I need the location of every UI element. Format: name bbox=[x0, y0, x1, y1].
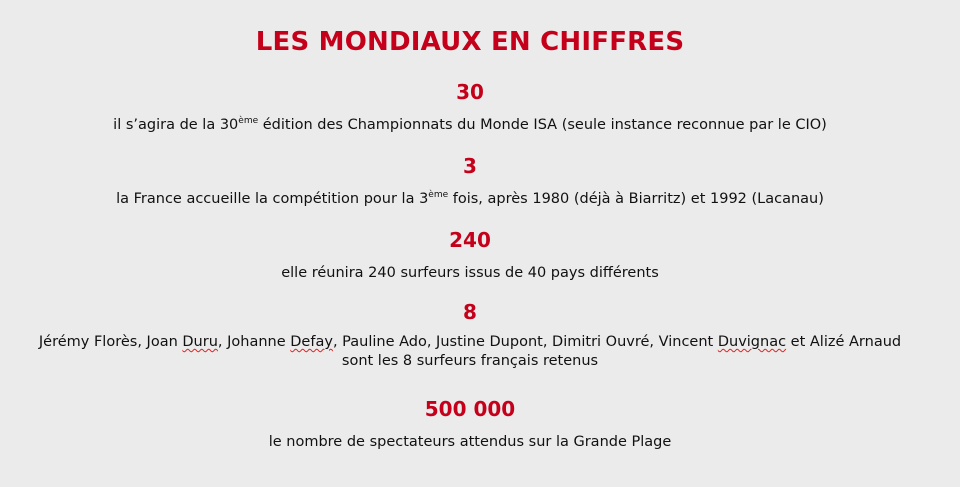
stat-value: 30 bbox=[456, 80, 484, 104]
stat-text-part: Jérémy Florès, Joan bbox=[38, 334, 183, 350]
stat-text-part: édition des Championnats du Monde ISA (seule instance reconnue par le CIO) bbox=[258, 117, 827, 133]
stat-text-part: et Alizé Arnaud sont les 8 surfeurs français retenus bbox=[341, 334, 902, 369]
stat-description bbox=[0, 190, 940, 209]
stat-block bbox=[0, 397, 940, 452]
stat-block bbox=[0, 80, 940, 135]
stat-description bbox=[0, 116, 940, 135]
surfer-name-misspelled: Defay bbox=[290, 334, 333, 350]
ordinal-suffix: ème bbox=[238, 116, 259, 126]
surfer-name-misspelled: Duvignac bbox=[717, 334, 787, 350]
stat-value: 3 bbox=[463, 154, 477, 178]
stat-block bbox=[0, 300, 940, 371]
ordinal-suffix: ème bbox=[428, 190, 449, 200]
stat-text-part: , Johanne bbox=[217, 334, 291, 350]
stat-text-part: il s’agira de la 30 bbox=[113, 117, 239, 133]
stat-block bbox=[0, 154, 940, 209]
stat-value: 8 bbox=[463, 300, 477, 324]
surfer-name-misspelled: Duru bbox=[182, 334, 218, 350]
page-title: LES MONDIAUX EN CHIFFRES bbox=[255, 27, 685, 57]
stat-value: 500 000 bbox=[424, 397, 516, 421]
stat-block bbox=[0, 228, 940, 283]
stat-text-part: , Pauline Ado, Justine Dupont, Dimitri Ouvré, Vincent bbox=[332, 334, 718, 350]
stat-text-part: fois, après 1980 (déjà à Biarritz) et 1992 (Lacanau) bbox=[448, 191, 824, 207]
stat-description: le nombre de spectateurs attendus sur la Grande Plage bbox=[268, 434, 672, 450]
stat-description: elle réunira 240 surfeurs issus de 40 pays différents bbox=[281, 265, 659, 281]
stat-value: 240 bbox=[449, 228, 491, 252]
stat-text-part: la France accueille la compétition pour la 3 bbox=[116, 191, 429, 207]
stat-description bbox=[30, 333, 910, 371]
